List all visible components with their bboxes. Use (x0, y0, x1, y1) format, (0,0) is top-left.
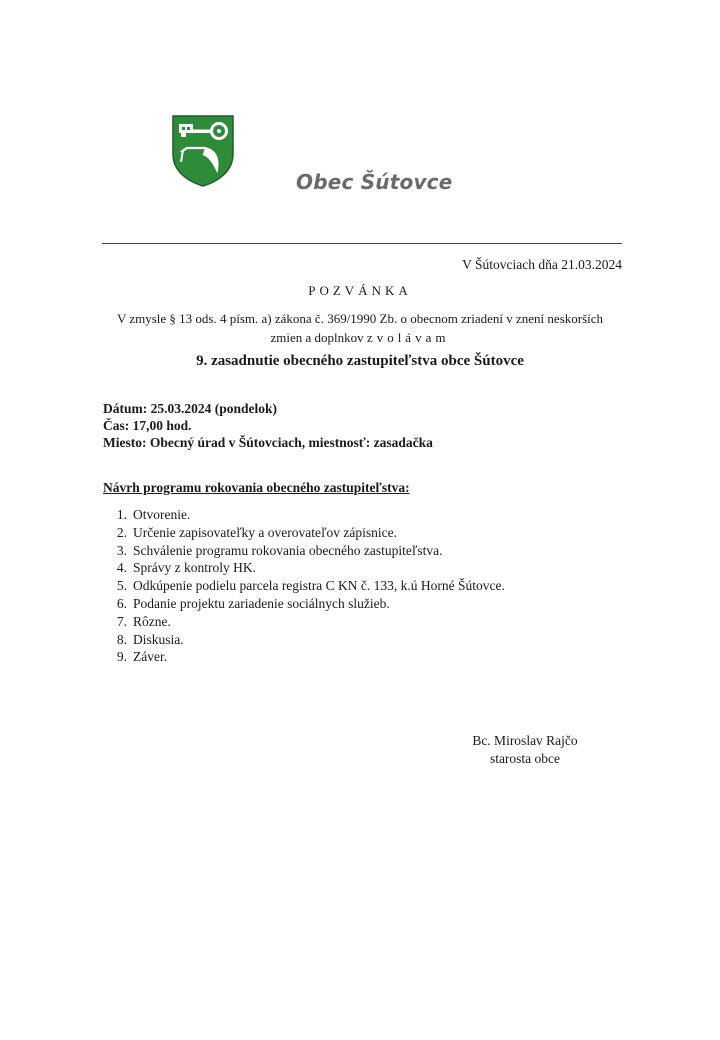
document-title: POZVÁNKA (308, 283, 412, 298)
agenda-item-text: Diskusia. (133, 631, 184, 647)
intro-line-2-text: zmien a doplnkov (270, 330, 364, 345)
agenda-item (103, 542, 505, 560)
agenda-item-text: Určenie zapisovateľky a overovateľov zápisnice. (133, 524, 397, 540)
agenda-item-number: 4. (116, 560, 127, 576)
intro-line-2-convene: zvolávam (366, 330, 450, 345)
intro-line-1: V zmysle § 13 ods. 4 písm. a) zákona č. 369/1990 Zb. o obecnom zriadení v znení neskorších (116, 311, 604, 326)
header-divider (102, 243, 622, 244)
agenda-item-number: 6. (116, 595, 127, 611)
agenda-heading: Návrh programu rokovania obecného zastupiteľstva: (103, 480, 410, 495)
agenda-item-number: 7. (116, 613, 127, 629)
intro-line-2 (100, 328, 620, 347)
place-and-date: V Šútovciach dňa 21.03.2024 (462, 257, 622, 272)
agenda-item-text: Podanie projektu zariadenie sociálnych služieb. (133, 595, 390, 611)
agenda-item-text: Schválenie programu rokovania obecného zastupiteľstva. (133, 542, 443, 558)
agenda-item-number: 3. (116, 542, 127, 558)
agenda-item-number: 2. (116, 524, 127, 540)
meeting-place: Miesto: Obecný úrad v Šútovciach, miestnosť: zasadačka (103, 435, 433, 450)
agenda-item-text: Záver. (133, 649, 168, 665)
agenda-item-number: 8. (116, 631, 127, 647)
agenda-item-number: 1. (116, 507, 127, 522)
agenda-item (103, 631, 505, 649)
signature-block (440, 732, 610, 768)
agenda-list (103, 506, 505, 666)
signatory-name: Bc. Miroslav Rajčo (472, 733, 578, 748)
agenda-item-text: Otvorenie. (133, 507, 191, 522)
agenda-item-number: 9. (116, 649, 127, 665)
agenda-item (103, 577, 505, 595)
agenda-item (103, 524, 505, 542)
agenda-item (103, 648, 505, 666)
meeting-title: 9. zasadnutie obecného zastupiteľstva obce Šútovce (196, 353, 524, 369)
agenda-item (103, 506, 505, 524)
meeting-date: Dátum: 25.03.2024 (pondelok) (103, 401, 278, 416)
agenda-item (103, 559, 505, 577)
agenda-item (103, 595, 505, 613)
intro-paragraph (100, 309, 620, 347)
agenda-item-text: Rôzne. (133, 613, 171, 629)
signatory-role: starosta obce (489, 751, 561, 766)
agenda-item-number: 5. (116, 578, 127, 594)
coat-of-arms-icon (171, 114, 235, 188)
agenda-item (103, 613, 505, 631)
meeting-details (103, 400, 433, 451)
agenda-item-text: Odkúpenie podielu parcela registra C KN č. 133, k.ú Horné Šútovce. (133, 578, 505, 594)
agenda-item-text: Správy z kontroly HK. (133, 560, 256, 576)
municipality-name: Obec Šútovce (296, 170, 453, 194)
meeting-time: Čas: 17,00 hod. (103, 418, 192, 433)
